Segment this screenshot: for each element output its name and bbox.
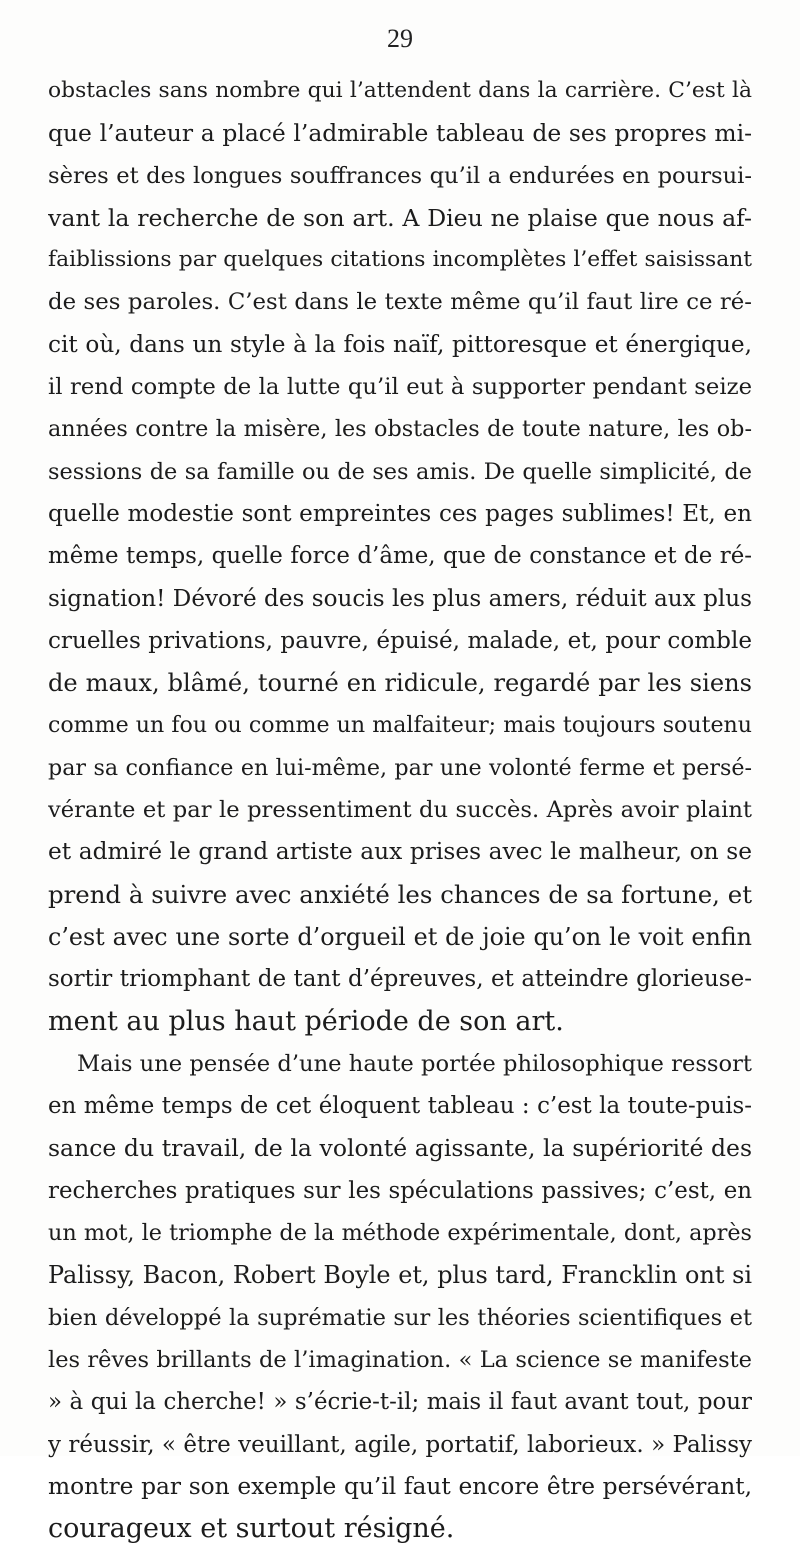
text-line: et admiré le grand artiste aux prises avec le malheur, on se	[48, 838, 752, 866]
text-line: bien développé la suprématie sur les théories scientifiques et	[48, 1304, 752, 1331]
text-line: cruelles privations, pauvre, épuisé, malade, et, pour comble	[48, 627, 752, 654]
text-line: signation! Dévoré des soucis les plus amers, réduit aux plus	[48, 585, 752, 612]
text-line: cit où, dans un style à la fois naïf, pittoresque et énergique,	[48, 330, 752, 358]
text-line: courageux et surtout résigné.	[48, 1513, 455, 1545]
text-line: ment au plus haut période de son art.	[48, 1005, 564, 1037]
text-line: comme un fou ou comme un malfaiteur; mais toujours soutenu	[48, 712, 752, 739]
text-line: vérante et par le pressentiment du succès. Après avoir plaint	[48, 797, 752, 824]
text-line: les rêves brillants de l’imagination. « La science se manifeste	[48, 1346, 752, 1373]
text-line: un mot, le triomphe de la méthode expérimentale, dont, après	[48, 1220, 752, 1247]
body-text	[48, 70, 752, 1550]
text-line: Mais une pensée d’une haute portée philosophique ressort	[77, 1050, 752, 1077]
text-line: de maux, blâmé, tourné en ridicule, regardé par les siens	[48, 669, 752, 698]
paragraph	[48, 1043, 752, 1550]
text-line: recherches pratiques sur les spéculations passives; c’est, en	[48, 1177, 752, 1204]
text-line: sance du travail, de la volonté agissante, la supériorité des	[48, 1134, 752, 1163]
text-line: par sa confiance en lui-même, par une volonté ferme et persé-	[48, 754, 752, 781]
text-line: faiblissions par quelques citations incomplètes l’effet saisissant	[48, 247, 752, 273]
text-line: obstacles sans nombre qui l’attendent dans la carrière. C’est là	[48, 78, 752, 103]
text-line: quelle modestie sont empreintes ces pages sublimes! Et, en	[48, 500, 752, 527]
text-line: prend à suivre avec anxiété les chances de sa fortune, et	[48, 879, 752, 909]
text-line: sessions de sa famille ou de ses amis. De quelle simplicité, de	[48, 458, 752, 485]
text-line: que l’auteur a placé l’admirable tableau de ses propres mi-	[48, 119, 752, 148]
text-line: de ses paroles. C’est dans le texte même qu’il faut lire ce ré-	[48, 289, 752, 316]
text-line: y réussir, « être veuillant, agile, portatif, laborieux. » Palissy	[48, 1431, 752, 1458]
text-line: même temps, quelle force d’âme, que de constance et de ré-	[48, 543, 752, 570]
paragraph	[48, 70, 752, 1043]
text-line: sères et des longues souffrances qu’il a endurées en poursui-	[48, 162, 752, 189]
text-line: sortir triomphant de tant d’épreuves, et atteindre glorieuse-	[48, 966, 752, 993]
page-number: 29	[387, 24, 413, 53]
text-line: montre par son exemple qu’il faut encore être persévérant,	[48, 1472, 752, 1500]
text-line: années contre la misère, les obstacles de toute nature, les ob-	[48, 416, 752, 443]
text-line: » à qui la cherche! » s’écrie-t-il; mais il faut avant tout, pour	[48, 1389, 752, 1416]
text-line: il rend compte de la lutte qu’il eut à supporter pendant seize	[48, 374, 752, 401]
text-line: en même temps de cet éloquent tableau : c’est la toute-puis-	[48, 1093, 752, 1120]
text-line: vant la recherche de son art. A Dieu ne plaise que nous af-	[48, 203, 752, 232]
text-line: Palissy, Bacon, Robert Boyle et, plus tard, Francklin ont si	[48, 1261, 752, 1290]
text-line: c’est avec une sorte d’orgueil et de joie qu’on le voit enfin	[48, 922, 752, 951]
